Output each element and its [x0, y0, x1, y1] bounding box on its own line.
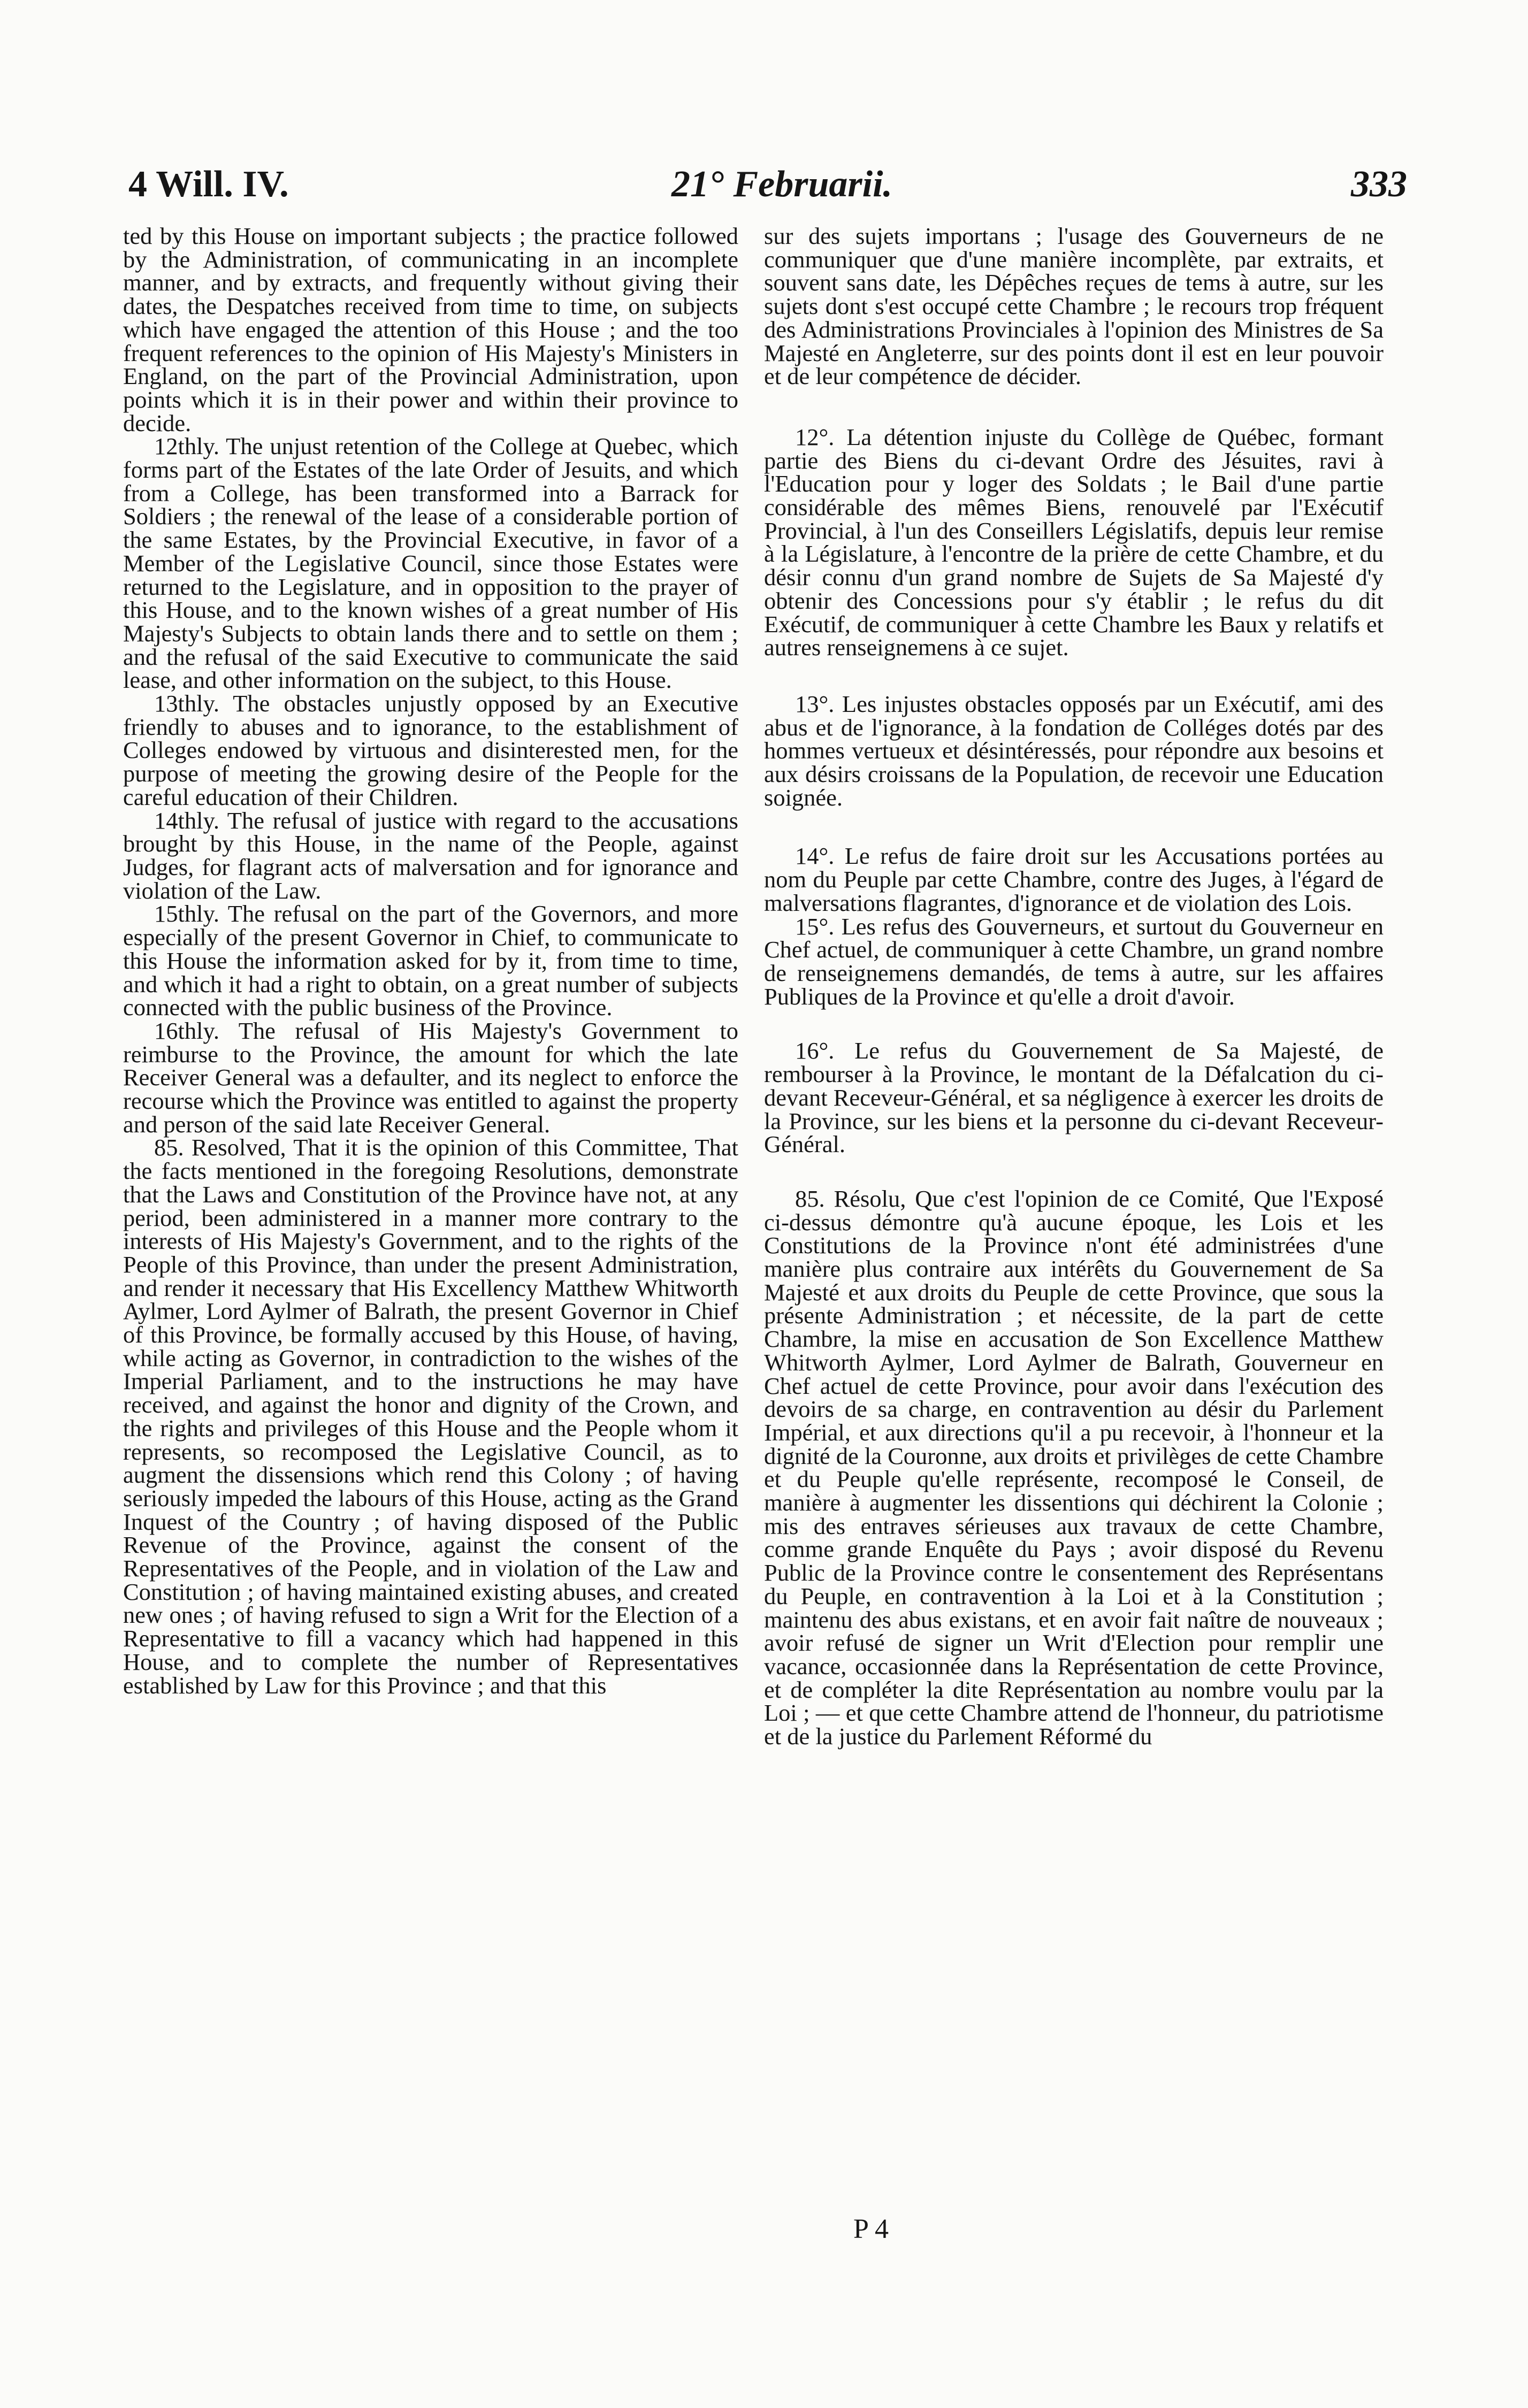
english-paragraph: ted by this House on important subjects ; the practice followed by the Administration, of communicating in an incomplete manner, and by extracts, and frequently without giving their dates, the Despatches received from time to time, on subjects which have engaged the attention of this House ; and the too frequent references to the opinion of His Majesty's Ministers in England, on the part of the Provincial Administration, upon points which it is in their power and within their province to decide.: [123, 223, 738, 436]
english-column: [123, 225, 738, 1697]
french-paragraph: 85. Résolu, Que c'est l'opinion de ce Comité, Que l'Exposé ci-dessus démontre qu'à aucune époque, les Lois et les Constitutions de la Province n'ont été administrées d'une manière plus contraire aux intérêts du Gouvernement de Sa Majesté et aux droits du Peuple de cette Province, que sous la présente Administration ; et nécessite, de la part de cette Chambre, la mise en accusation de Son Excellence Matthew Whitworth Aylmer, Lord Aylmer de Balrath, Gouverneur en Chef actuel de cette Province, pour avoir dans l'exécution des devoirs de sa charge, en contravention au désir du Parlement Impérial, et aux directions qu'il a pu recevoir, à l'honneur et la dignité de la Couronne, aux droits et privilèges de cette Chambre et du Peuple qu'elle représente, recomposé le Conseil, de manière à augmenter les dissentions qui déchirent la Colonie ; mis des entraves sérieuses aux travaux de cette Chambre, comme grande Enquête du Pays ; avoir disposé du Revenu Public de la Province contre le consentement des Représentans du Peuple, en contravention à la Loi et à la Constitution ; maintenu des abus existans, et en avoir fait naître de nouveaux ; avoir refusé de signer un Writ d'Election pour remplir une vacance, occasionnée dans la Représentation de cette Province, et de compléter la dite Représentation au nombre voulu par la Loi ; — et que cette Chambre attend de l'honneur, du patriotisme et de la justice du Parlement Réformé du: [764, 1185, 1384, 1750]
page-number: 333: [1351, 164, 1407, 205]
english-paragraph: 15thly. The refusal on the part of the Governors, and more especially of the present Governor in Chief, to communicate to this House the information asked for by it, from time to time, and which it had a right to obtain, on a great number of subjects connected with the public business of the Province.: [123, 900, 738, 1021]
date-heading: 21° Februarii.: [671, 164, 893, 205]
french-paragraph: 12°. La détention injuste du Collège de Québec, formant partie des Biens du ci-devant Ordre des Jésuites, ravi à l'Education pour y loger des Soldats ; le Bail d'une partie considérable des mêmes Biens, renouvelé par l'Exécutif Provincial, à l'un des Conseillers Législatifs, depuis leur remise à la Législature, à l'encontre de la prière de cette Chambre, et du désir connu d'un grand nombre de Sujets de Sa Majesté d'y obtenir des Concessions pour s'y établir ; le refus du dit Exécutif, de communiquer à cette Chambre les Baux y relatifs et autres renseignemens à ce sujet.: [764, 423, 1384, 661]
french-paragraph: sur des sujets importans ; l'usage des Gouverneurs de ne communiquer que d'une manière incomplète, par extraits, et souvent sans date, les Dépêches reçues de tems à autre, sur les sujets dont s'est occupé cette Chambre ; le recours trop fréquent des Administrations Provinciales à l'opinion des Ministres de Sa Majesté en Angleterre, sur des points dont il est en leur pouvoir et de leur compétence de décider.: [764, 223, 1384, 390]
french-paragraph: 14°. Le refus de faire droit sur les Accusations portées au nom du Peuple par cette Chambre, contre des Juges, à l'égard de malversations flagrantes, d'ignorance et de violation des Lois.: [764, 842, 1384, 916]
signature-mark: P 4: [853, 2214, 889, 2244]
regnal-year: 4 Will. IV.: [128, 164, 289, 205]
french-paragraph: 16°. Le refus du Gouvernement de Sa Majesté, de rembourser à la Province, le montant de la Défalcation du ci-devant Receveur-Général, et sa négligence à exercer les droits de la Province, sur les biens et la personne du ci-devant Receveur-Général.: [764, 1037, 1384, 1158]
page-header: [128, 163, 1407, 206]
french-paragraph: 15°. Les refus des Gouverneurs, et surtout du Gouverneur en Chef actuel, de communiquer à cette Chambre, un grand nombre de renseignemens demandés, de tems à autre, sur les affaires Publiques de la Province et qu'elle a droit d'avoir.: [764, 912, 1384, 1010]
english-paragraph: 12thly. The unjust retention of the College at Quebec, which forms part of the Estates of the late Order of Jesuits, and which from a College, has been transformed into a Barrack for Soldiers ; the renewal of the lease of a considerable portion of the same Estates, by the Provincial Executive, in favor of a Member of the Legislative Council, since those Estates were returned to the Legislature, and in opposition to the prayer of this House, and to the known wishes of a great number of His Majesty's Subjects to obtain lands there and to settle on them ; and the refusal of the said Executive to communicate the said lease, and other information on the subject, to this House.: [123, 433, 738, 694]
english-paragraph: 16thly. The refusal of His Majesty's Government to reimburse to the Province, the amount for which the late Receiver General was a defaulter, and its neglect to enforce the recourse which the Province was entitled to against the property and person of the said late Receiver General.: [123, 1017, 738, 1138]
english-paragraph: 85. Resolved, That it is the opinion of this Committee, That the facts mentioned in the foregoing Resolutions, demonstrate that the Laws and Constitution of the Province have not, at any period, been administered in a manner more contrary to the interests of His Majesty's Government, and to the rights of the People of this Province, than under the present Administration, and render it necessary that His Excellency Matthew Whitworth Aylmer, Lord Aylmer of Balrath, the present Governor in Chief of this Province, be formally accused by this House, of having, while acting as Governor, in contradiction to the wishes of the Imperial Parliament, and to the instructions he may have received, and against the honor and dignity of the Crown, and the rights and privileges of this House and the People whom it represents, so recomposed the Legislative Council, as to augment the dissensions which rend this Colony ; of having seriously impeded the labours of this House, acting as the Grand Inquest of the Country ; of having disposed of the Public Revenue of the Province, against the consent of the Representatives of the People, and in violation of the Law and Constitution ; of having maintained existing abuses, and created new ones ; of having refused to sign a Writ for the Election of a Representative to fill a vacancy which had happened in this House, and to complete the number of Representatives established by Law for this Province ; and that this: [123, 1134, 738, 1699]
french-paragraph: 13°. Les injustes obstacles opposés par un Exécutif, ami des abus et de l'ignorance, à la fondation de Colléges dotés par des hommes vertueux et désintéressés, pour répondre aux besoins et aux désirs croissans de la Population, de recevoir une Education soignée.: [764, 690, 1384, 811]
english-paragraph: 14thly. The refusal of justice with regard to the accusations brought by this House, in the name of the People, against Judges, for flagrant acts of malversation and for ignorance and violation of the Law.: [123, 807, 738, 904]
french-column: [764, 225, 1384, 1749]
english-paragraph: 13thly. The obstacles unjustly opposed by an Executive friendly to abuses and to ignorance, to the establishment of Colleges endowed by virtuous and disinterested men, for the purpose of meeting the growing desire of the People for the careful education of their Children.: [123, 690, 738, 810]
